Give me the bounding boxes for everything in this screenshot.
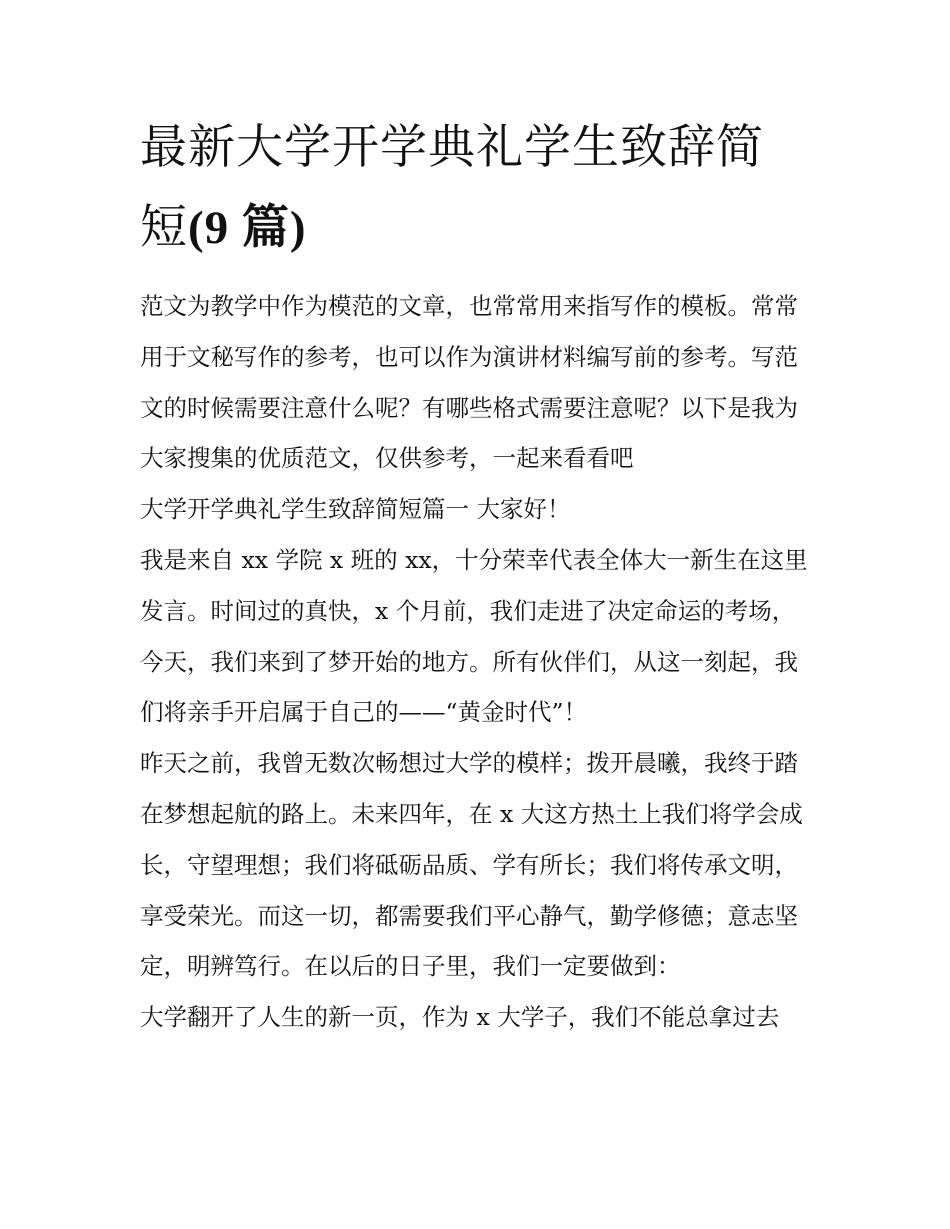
- document-title: [140, 108, 820, 268]
- body-paragraph: 大学翻开了人生的新一页，作为 x 大学子，我们不能总拿过去: [140, 1003, 780, 1032]
- title-line-2-prefix: 短: [140, 200, 188, 255]
- document-body: [140, 281, 816, 1043]
- title-line-2-count: (9 篇): [188, 202, 307, 254]
- body-paragraph: 我是来自 xx 学院 x 班的 xx，十分荣幸代表全体大一新生在这里发言。时间过的真快，x 个月前，我们走进了决定命运的考场，今天，我们来到了梦开始的地方。所有伙伴们，从这一刻起，我们将亲手开启属于自己的——“黄金时代”！: [140, 545, 808, 727]
- body-paragraph: 昨天之前，我曾无数次畅想过大学的模样；拨开晨曦，我终于踏在梦想起航的路上。未来四年，在 x 大这方热土上我们将学会成长，守望理想；我们将砥砺品质、学有所长；我们将传承文明，享受荣光。而这一切，都需要我们平心静气，勤学修德；意志坚定，明辨笃行。在以后的日子里，我们一定要做到：: [140, 749, 803, 981]
- intro-paragraph: 范文为教学中作为模范的文章，也常常用来指写作的模板。常常用于文秘写作的参考，也可以作为演讲材料编写前的参考。写范文的时候需要注意什么呢？有哪些格式需要注意呢？以下是我为大家搜集的优质范文，仅供参考，一起来看看吧: [140, 292, 798, 473]
- title-line-1: 最新大学开学典礼学生致辞简: [140, 120, 764, 175]
- section-heading-paragraph: 大学开学典礼学生致辞简短篇一 大家好！: [140, 495, 571, 524]
